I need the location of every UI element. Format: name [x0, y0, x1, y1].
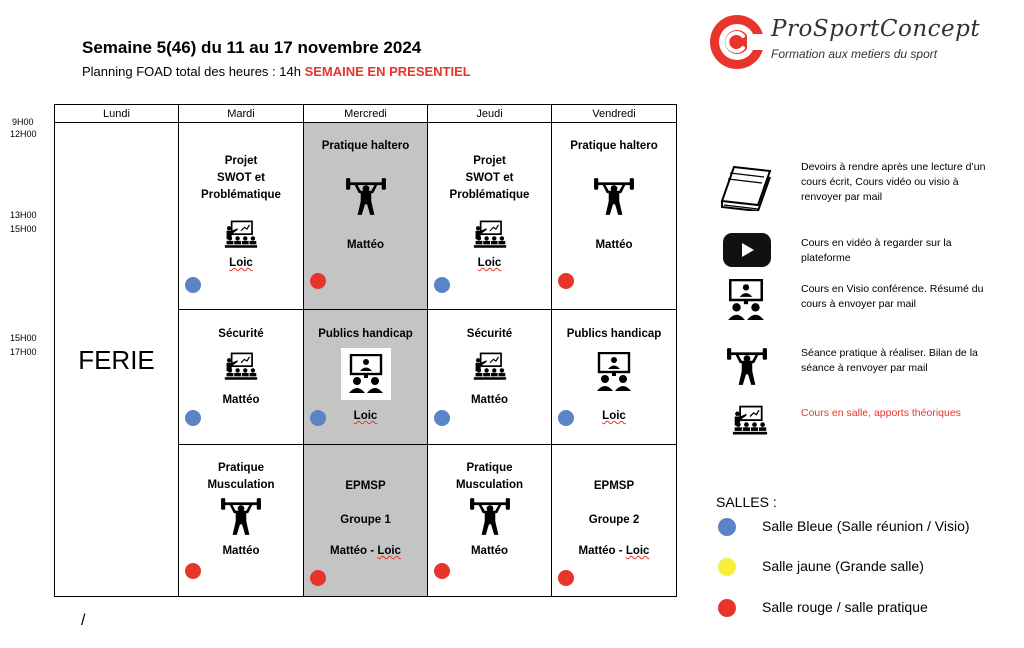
weightlifter-icon: [345, 175, 387, 217]
session-title: EPMSP: [345, 480, 386, 492]
room-dot-blue: [434, 277, 450, 293]
session-teacher: Mattéo: [595, 239, 633, 251]
table-row: [55, 123, 677, 310]
visio-icon: [594, 352, 634, 392]
session-teacher: Mattéo: [222, 545, 260, 557]
room-dot-blue: [718, 518, 736, 536]
session-title: Pratique Musculation: [207, 462, 275, 491]
session-teacher: Mattéo: [222, 394, 260, 406]
room-dot-blue: [310, 410, 326, 426]
logo-mark-icon: [709, 14, 765, 70]
session-cell[interactable]: [428, 123, 552, 310]
session-cell[interactable]: [552, 310, 677, 445]
room-dot-red: [558, 273, 574, 289]
session-title: Sécurité: [218, 328, 264, 340]
ferie-label: FERIE: [78, 345, 155, 375]
time-label: 13H00: [10, 210, 37, 220]
room-dot-red: [310, 570, 326, 586]
legend-text: Cours en vidéo à regarder sur la plateforme: [801, 237, 952, 264]
salle-label: Salle jaune (Grande salle): [762, 558, 924, 574]
legend-text: Séance pratique à réaliser. Bilan de la séance à renvoyer par mail: [801, 347, 978, 374]
time-label: 9H00: [12, 117, 34, 127]
session-cell[interactable]: [428, 445, 552, 597]
time-label: 17H00: [10, 347, 37, 357]
logo-tagline: Formation aux metiers du sport: [771, 47, 938, 61]
session-title: Publics handicap: [318, 328, 413, 340]
session-teacher: Loic: [229, 257, 253, 269]
weightlifter-icon: [220, 495, 262, 537]
session-cell[interactable]: [179, 123, 304, 310]
session-teacher: Mattéo: [470, 545, 509, 557]
session-teacher: Loic: [602, 410, 626, 422]
session-cell[interactable]: [552, 123, 677, 310]
logo: [709, 14, 1009, 70]
session-teacher: Mattéo - Loic: [578, 545, 650, 557]
classroom-icon: [473, 220, 507, 250]
salle-label: Salle rouge / salle pratique: [762, 599, 928, 615]
schedule-table: [54, 104, 677, 597]
room-dot-blue: [434, 410, 450, 426]
session-title: EPMSP: [593, 480, 635, 492]
legend-text: Cours en salle, apports théoriques: [801, 407, 961, 419]
logo-name: ProSportConcept: [771, 16, 981, 42]
day-header-mardi: Mardi: [179, 105, 304, 123]
session-title: Pratique Musculation: [455, 462, 524, 491]
room-dot-blue: [558, 410, 574, 426]
room-dot-red: [558, 570, 574, 586]
page-subtitle: [82, 64, 471, 79]
session-cell[interactable]: [179, 310, 304, 445]
session-title: Pratique haltero: [570, 140, 658, 152]
legend-text: Devoirs à rendre après une lecture d’un cours écrit, Cours vidéo ou visio à renvoyer par mail: [801, 161, 986, 203]
room-dot-blue: [185, 410, 201, 426]
session-title: Sécurité: [466, 328, 513, 340]
book-icon: [720, 165, 772, 211]
session-teacher: Mattéo: [470, 394, 509, 406]
session-title: Publics handicap: [566, 328, 662, 340]
weightlifter-icon: [469, 495, 511, 537]
room-dot-red: [185, 563, 201, 579]
time-label: 12H00: [10, 129, 37, 139]
classroom-icon: [224, 220, 258, 250]
session-cell[interactable]: [304, 445, 428, 597]
salle-label: Salle Bleue (Salle réunion / Visio): [762, 518, 970, 534]
session-teacher: Loic: [477, 257, 502, 269]
visio-icon: [346, 354, 386, 394]
day-header-mercredi: Mercredi: [304, 105, 428, 123]
weightlifter-icon: [726, 345, 768, 387]
session-title: Pratique haltero: [321, 140, 410, 152]
room-dot-red: [310, 273, 326, 289]
page-title: Semaine 5(46) du 11 au 17 novembre 2024: [82, 38, 422, 57]
footer-mark: /: [81, 612, 86, 629]
classroom-icon: [732, 405, 768, 437]
weightlifter-icon: [593, 175, 635, 217]
day-header-vendredi: Vendredi: [552, 105, 677, 123]
visio-icon: [725, 279, 767, 321]
visio-icon-frame: [341, 348, 391, 400]
session-group: Groupe 2: [588, 514, 640, 526]
session-cell[interactable]: [552, 445, 677, 597]
session-teacher: Mattéo - Loic: [330, 545, 401, 557]
session-teacher: Mattéo: [346, 239, 385, 251]
legend-text: Cours en Visio conférence. Résumé du cours à envoyer par mail: [801, 283, 984, 310]
room-dot-blue: [185, 277, 201, 293]
room-dot-yellow: [718, 558, 736, 576]
room-dot-red: [718, 599, 736, 617]
monday-cell: [55, 123, 179, 597]
session-teacher: Loic: [353, 410, 378, 422]
play-video-icon: [723, 233, 771, 267]
classroom-icon: [224, 352, 258, 382]
time-label: 15H00: [10, 224, 37, 234]
room-dot-red: [434, 563, 450, 579]
day-header-jeudi: Jeudi: [428, 105, 552, 123]
table-header-row: [55, 105, 677, 123]
session-title: Projet SWOT et Problématique: [449, 155, 530, 201]
subtitle-text: Planning FOAD total des heures : 14h: [82, 64, 305, 79]
session-cell[interactable]: [304, 310, 428, 445]
session-cell[interactable]: [179, 445, 304, 597]
session-cell[interactable]: [428, 310, 552, 445]
classroom-icon: [473, 352, 507, 382]
session-title: Projet SWOT et Problématique: [201, 155, 281, 201]
session-group: Groupe 1: [340, 514, 391, 526]
subtitle-highlight: SEMAINE EN PRESENTIEL: [304, 64, 471, 79]
session-cell[interactable]: [304, 123, 428, 310]
salles-title: SALLES :: [716, 494, 777, 510]
time-label: 15H00: [10, 333, 37, 343]
day-header-lundi: Lundi: [55, 105, 179, 123]
